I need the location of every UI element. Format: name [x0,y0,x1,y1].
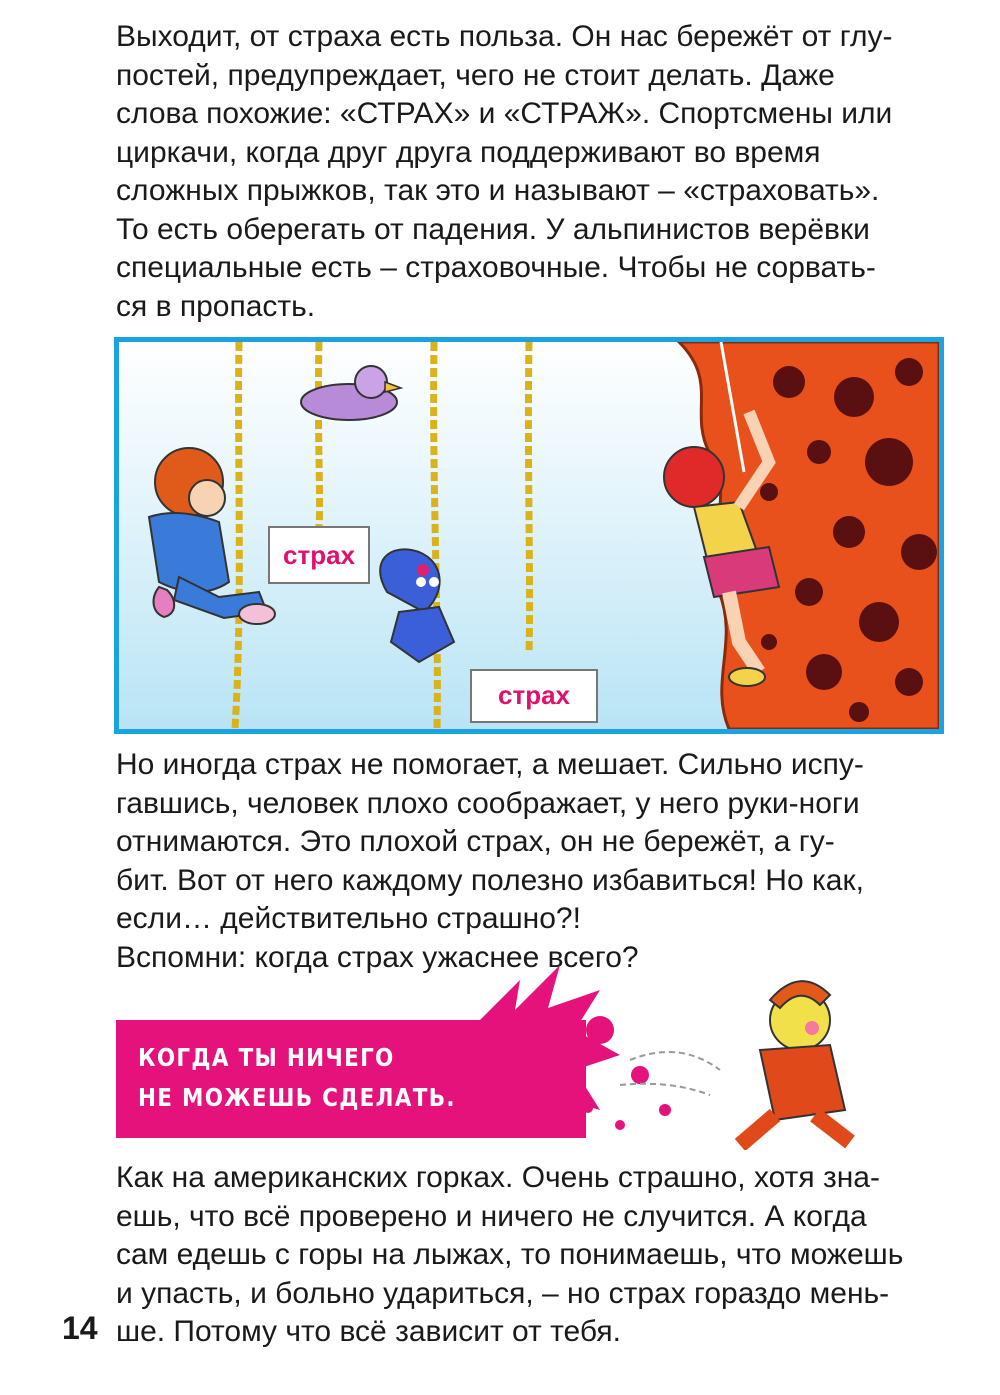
intro-paragraph [116,18,942,326]
middle-paragraph [116,746,942,977]
intro-line: циркачи, когда друг друга поддерживают во время [116,135,821,169]
intro-line: Выходит, от страха есть польза. Он нас бережёт от глу- [116,20,893,53]
rope-sign-right [528,342,529,652]
middle-line: Вспомни: когда страх ужаснее всего? [116,940,639,974]
running-boy [620,981,850,1145]
middle-line: Но иногда страх не помогает, а мешает. Сильно испу- [116,748,864,781]
sign-right-label: страх [498,680,570,710]
callout-area [0,960,1000,1150]
intro-line: специальные есть – страховочные. Чтобы не сорвать- [116,251,876,284]
callout-line: КОГДА ТЫ НИЧЕГО [138,1043,395,1072]
intro-line: сложных прыжков, так это и называют – «страховать». [116,174,880,207]
intro-line: То есть оберегать от падения. У альпинистов верёвки [116,212,870,246]
sign-right [471,670,597,722]
climbing-illustration [114,337,944,734]
middle-line: гавшись, человек плохо соображает, у него руки-ноги [116,786,860,820]
final-line: ешь, что всё проверено и ничего не случится. А когда [116,1199,867,1233]
sign-left [269,527,369,583]
middle-line: если… действительно страшно?! [116,902,581,935]
middle-line: отнимаются. Это плохой страх, он не бережёт, а гу- [116,825,835,858]
callout-line: НЕ МОЖЕШЬ СДЕЛАТЬ. [138,1083,456,1112]
sign-left-label: страх [283,540,355,570]
final-paragraph [116,1159,942,1352]
callout-banner [116,1020,586,1138]
page-number: 14 [62,1310,98,1346]
rope-sign-left [318,342,319,527]
final-line: ше. Потому что всё зависит от тебя. [116,1315,621,1348]
climbing-scene [119,342,939,729]
cat-climber [380,549,454,662]
final-line: Как на американских горках. Очень страшно, хотя зна- [116,1161,880,1194]
intro-line: постей, предупреждает, чего не стоит делать. Даже [116,58,835,92]
final-line: и упасть, и больно удариться, – но страх гораздо мень- [116,1276,890,1310]
boy-climber [149,448,275,624]
intro-line: ся в пропасть. [116,289,316,323]
intro-line: слова похожие: «СТРАХ» и «СТРАЖ». Спортсмены или [116,97,893,130]
middle-line: бит. Вот от него каждому полезно избавиться! Но как, [116,863,864,897]
rope-middle [434,342,438,729]
rope-left [235,342,239,729]
final-line: сам едешь с горы на лыжах, то понимаешь, что можешь [116,1238,904,1271]
